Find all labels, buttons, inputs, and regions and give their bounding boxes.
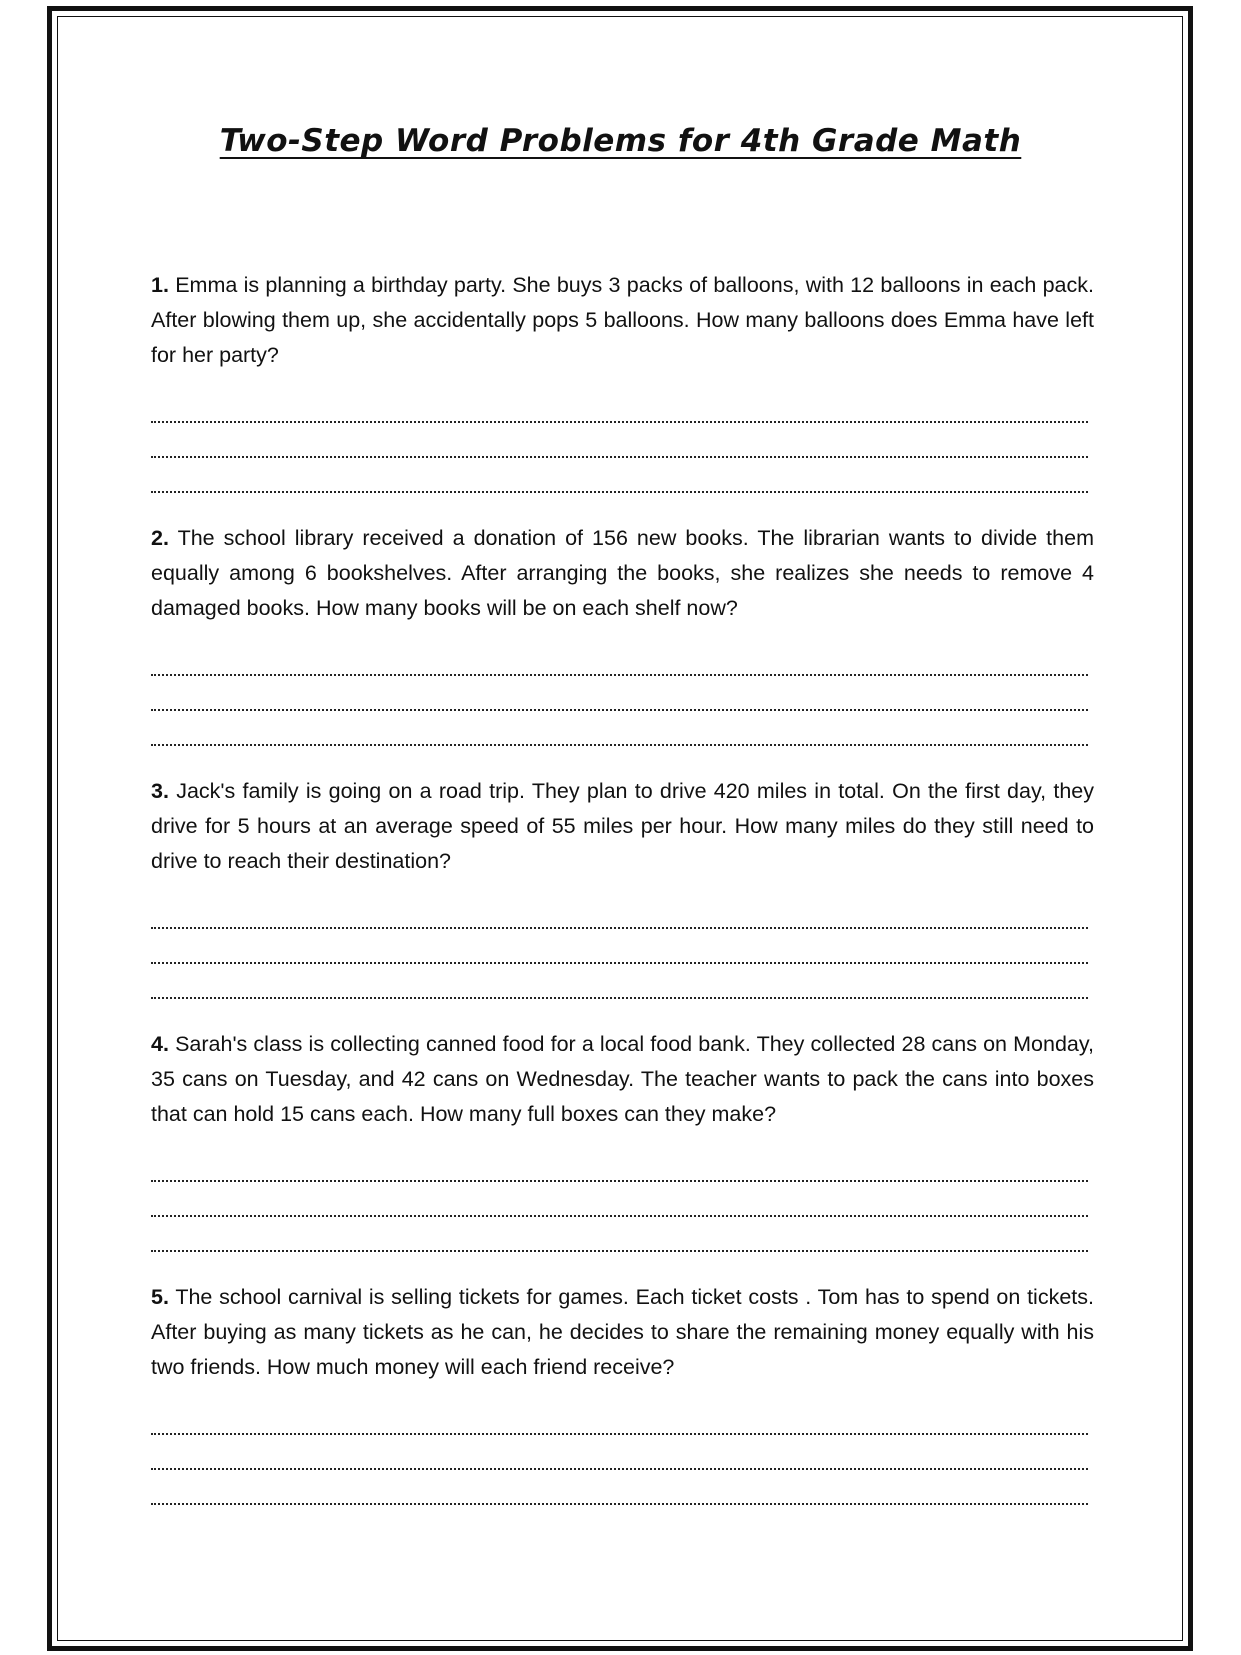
- problem-number: 2.: [151, 526, 169, 550]
- problem-number: 1.: [151, 273, 169, 297]
- answer-lines[interactable]: [151, 388, 1094, 493]
- answer-line[interactable]: [151, 423, 1088, 458]
- answer-line[interactable]: [151, 641, 1088, 676]
- problem-text: [151, 521, 1094, 641]
- problem-text: [151, 268, 1094, 388]
- problem-number: 3.: [151, 779, 169, 803]
- answer-line[interactable]: [151, 894, 1088, 929]
- problem-5: [151, 1280, 1094, 1533]
- answer-line[interactable]: [151, 1470, 1088, 1505]
- answer-line[interactable]: [151, 1147, 1088, 1182]
- answer-lines[interactable]: [151, 1147, 1094, 1252]
- answer-lines[interactable]: [151, 641, 1094, 746]
- problem-4: [151, 1027, 1094, 1280]
- answer-line[interactable]: [151, 929, 1088, 964]
- problem-list: [151, 268, 1094, 1533]
- answer-lines[interactable]: [151, 1400, 1094, 1505]
- answer-line[interactable]: [151, 1217, 1088, 1252]
- worksheet-title: Two-Step Word Problems for 4th Grade Math: [219, 123, 1022, 159]
- problem-body: The school carnival is selling tickets for games. Each ticket costs . Tom has to spend on tickets. After buying as many tickets as he can, he decides to share the remaining money equally with his two friends. How much money will each friend receive?: [151, 1285, 1094, 1379]
- problem-number: 5.: [151, 1285, 169, 1309]
- answer-line[interactable]: [151, 388, 1088, 423]
- problem-body: Jack's family is going on a road trip. They plan to drive 420 miles in total. On the first day, they drive for 5 hours at an average speed of 55 miles per hour. How many miles do they still need to drive to reach their destination?: [151, 779, 1094, 873]
- answer-line[interactable]: [151, 711, 1088, 746]
- answer-line[interactable]: [151, 676, 1088, 711]
- answer-line[interactable]: [151, 1435, 1088, 1470]
- answer-lines[interactable]: [151, 894, 1094, 999]
- problem-1: [151, 268, 1094, 521]
- problem-text: [151, 1027, 1094, 1147]
- problem-body: The school library received a donation of 156 new books. The librarian wants to divide them equally among 6 bookshelves. After arranging the books, she realizes she needs to remove 4 damaged books. How many books will be on each shelf now?: [151, 526, 1094, 620]
- answer-line[interactable]: [151, 1182, 1088, 1217]
- problem-text: [151, 1280, 1094, 1400]
- answer-line[interactable]: [151, 1400, 1088, 1435]
- problem-2: [151, 521, 1094, 774]
- problem-3: [151, 774, 1094, 1027]
- answer-line[interactable]: [151, 964, 1088, 999]
- problem-body: Sarah's class is collecting canned food for a local food bank. They collected 28 cans on Monday, 35 cans on Tuesday, and 42 cans on Wednesday. The teacher wants to pack the cans into boxes that can hold 15 cans each. How many full boxes can they make?: [151, 1032, 1094, 1126]
- problem-text: [151, 774, 1094, 894]
- answer-line[interactable]: [151, 458, 1088, 493]
- problem-body: Emma is planning a birthday party. She buys 3 packs of balloons, with 12 balloons in each pack. After blowing them up, she accidentally pops 5 balloons. How many balloons does Emma have left for her party?: [151, 273, 1094, 367]
- problem-number: 4.: [151, 1032, 169, 1056]
